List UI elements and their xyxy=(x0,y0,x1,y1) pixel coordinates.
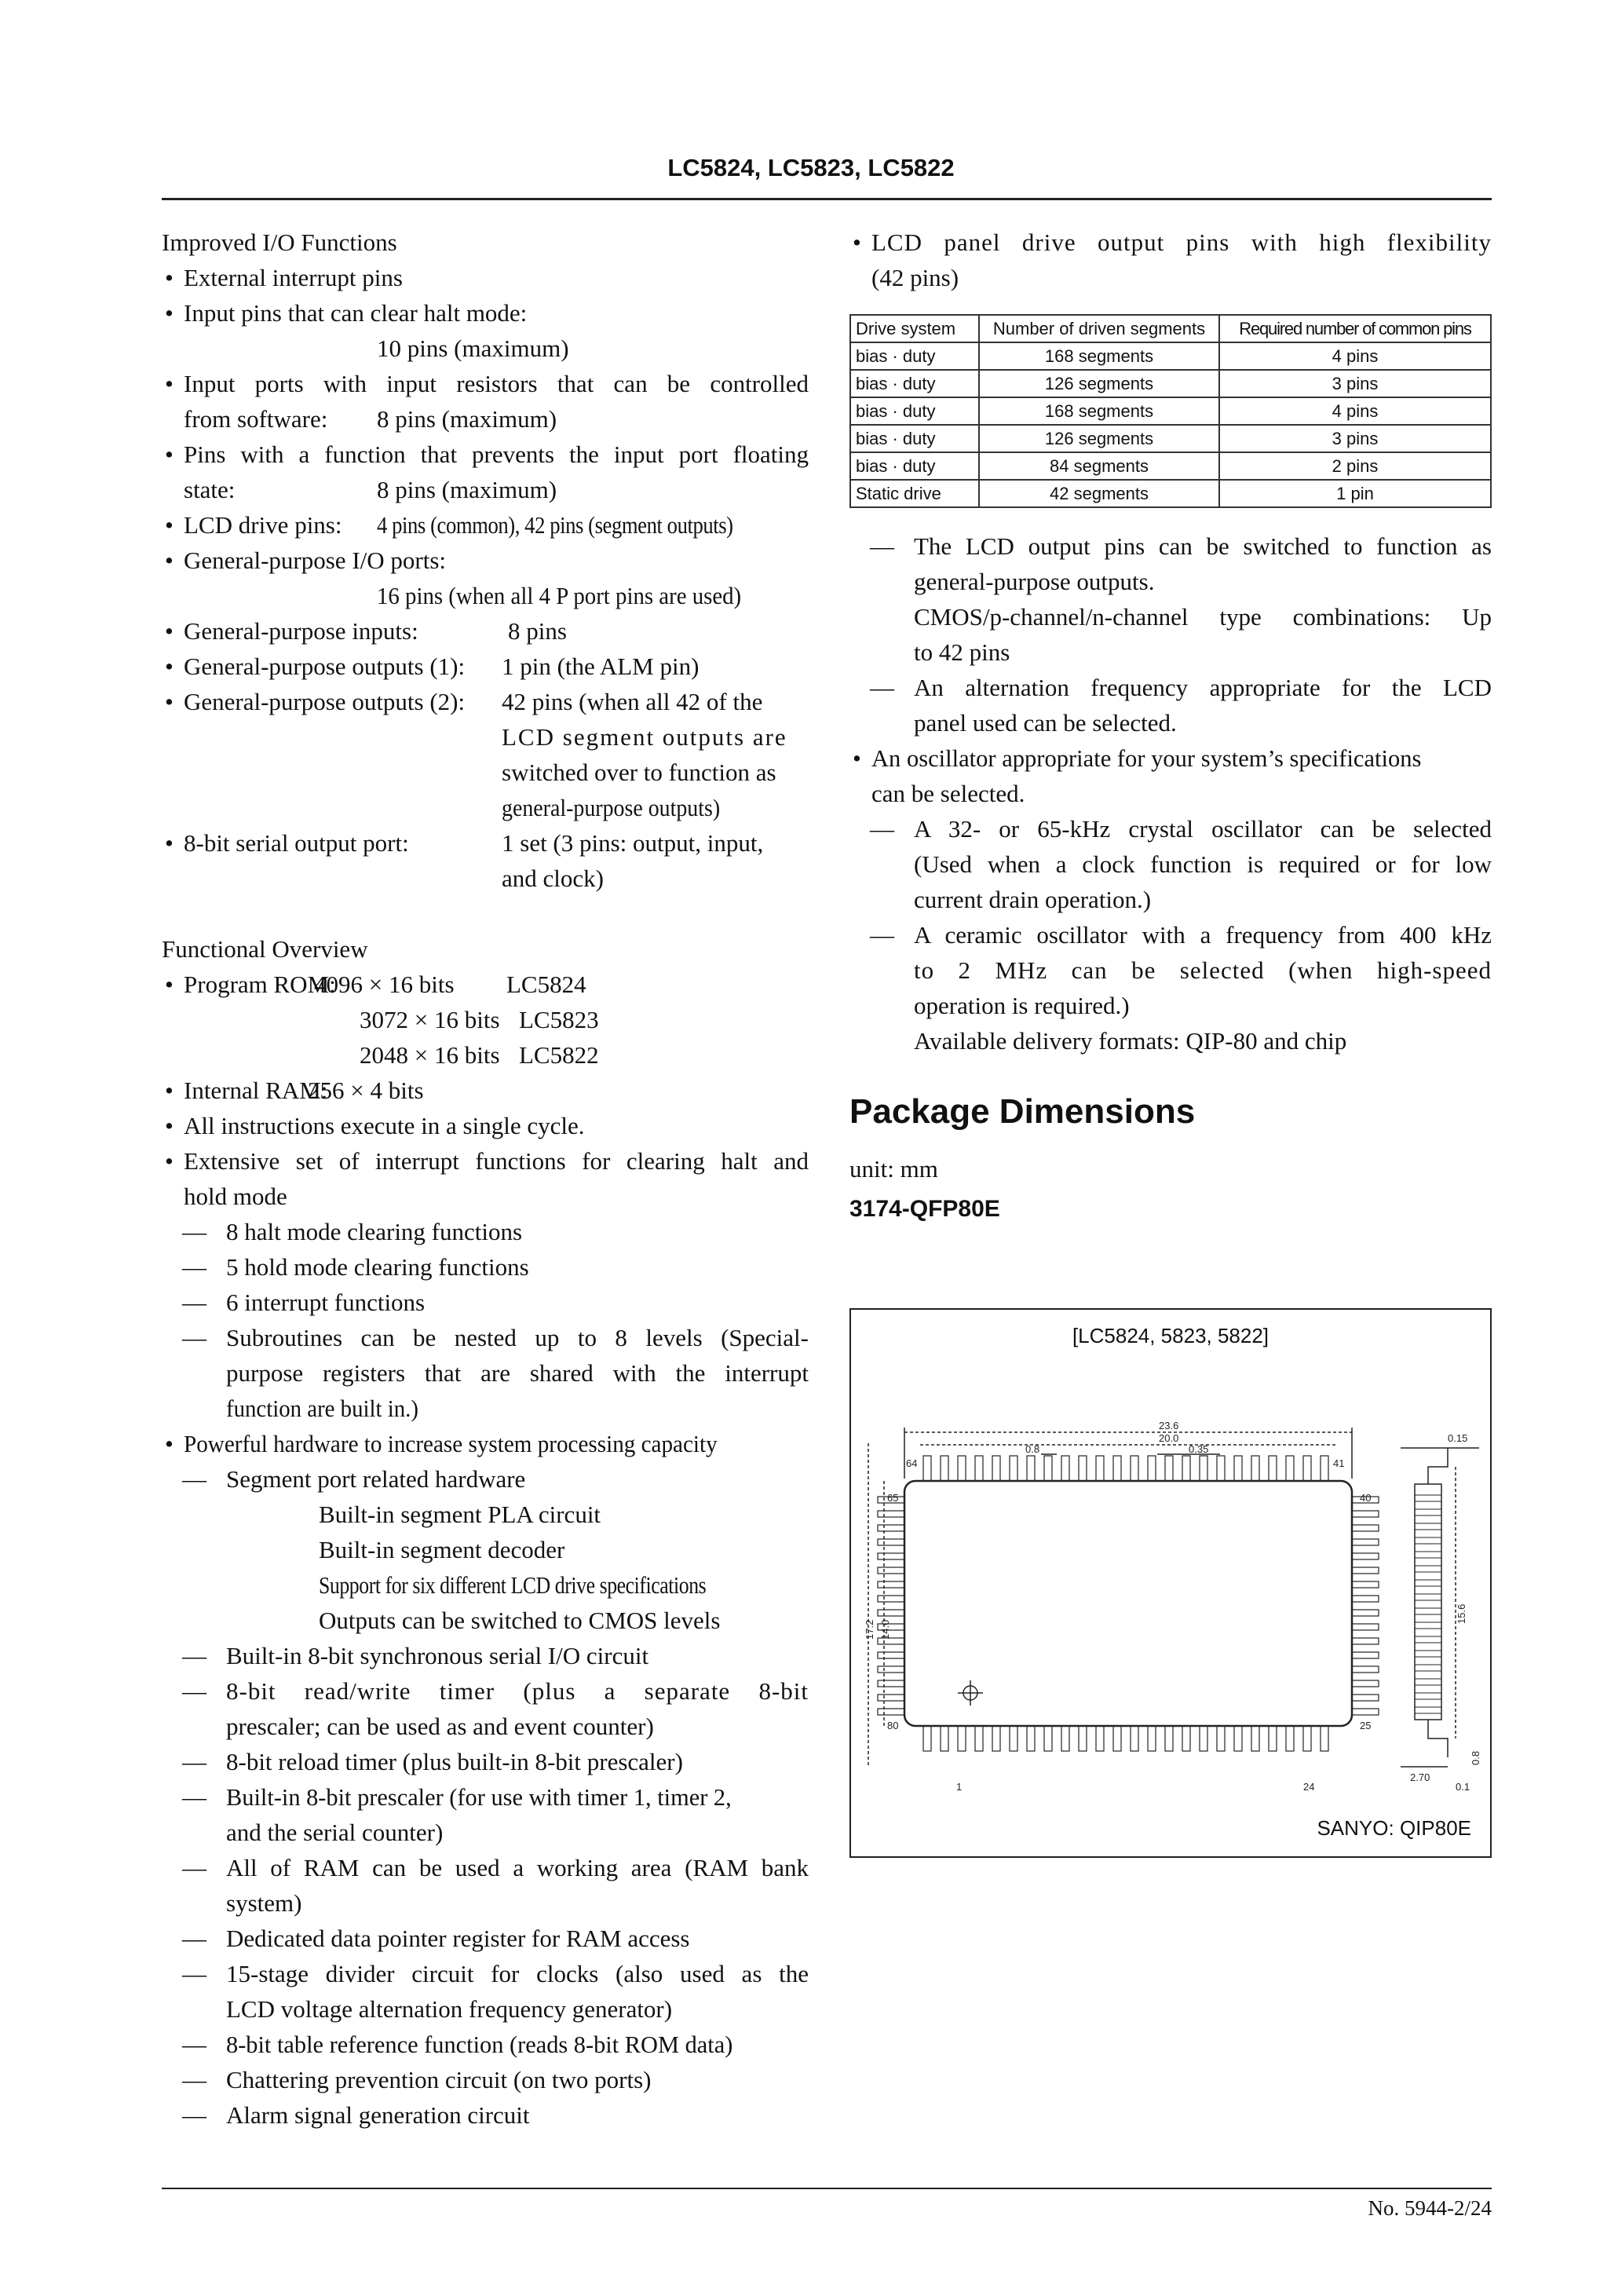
io-item-gp-inputs xyxy=(162,613,809,649)
table-cell: bias · duty xyxy=(850,452,979,480)
overview-divider: — 15-stage divider circuit for clocks (also used as the xyxy=(162,1956,809,1991)
pin-lead xyxy=(975,1456,983,1481)
table-header-cell: Required number of common pins xyxy=(1219,315,1491,342)
pin-lead xyxy=(1044,1456,1052,1481)
overview-subroutine-line: purpose registers that are shared with the interrupt xyxy=(226,1359,809,1387)
io-item-halt-clear: • Input pins that can clear halt mode: xyxy=(162,295,809,331)
overview-serial-io: — Built-in 8-bit synchronous serial I/O circuit xyxy=(162,1638,809,1673)
overview-segment-item-text: Support for six different LCD drive specifications xyxy=(319,1571,707,1599)
overview-divider-line: LCD voltage alternation frequency generator) xyxy=(226,1995,673,2023)
pin-lead xyxy=(1352,1511,1379,1517)
overview-interrupts: — 6 interrupt functions xyxy=(162,1285,809,1320)
figure-title: [LC5824, 5823, 5822] xyxy=(1072,1324,1269,1347)
pin-lead xyxy=(878,1709,904,1715)
pin-lead xyxy=(1027,1726,1035,1751)
pin-lead xyxy=(878,1567,904,1574)
table-cell: 2 pins xyxy=(1219,452,1491,480)
table-row xyxy=(850,425,1491,452)
io-gp-out1-value: 1 pin (the ALM pin) xyxy=(502,653,700,680)
side-rib xyxy=(1415,1537,1441,1544)
io-gp-out2-line: 42 pins (when all 42 of the xyxy=(502,688,763,715)
lcd-crystal: — A 32- or 65-kHz crystal oscillator can be selected xyxy=(849,811,1492,846)
lcd-switch: — The LCD output pins can be switched to function as xyxy=(849,528,1492,564)
pin-lead xyxy=(975,1726,983,1751)
left-column xyxy=(162,225,809,2133)
pin-lead xyxy=(878,1666,904,1673)
overview-table-ref-text: 8-bit table reference function (reads 8-bit ROM data) xyxy=(226,2031,733,2058)
package-code: 3174-QFP80E xyxy=(849,1196,1000,1222)
io-gp-out2-line: switched over to function as xyxy=(502,759,776,786)
side-rib xyxy=(1415,1665,1441,1671)
io-gp-out2-line-text: general-purpose outputs) xyxy=(502,794,721,821)
overview-prescaler-text: Built-in 8-bit prescaler (for use with timer 1, timer 2, xyxy=(226,1783,732,1811)
overview-subroutine-line-text: function are built in.) xyxy=(226,1395,418,1422)
side-rib xyxy=(1415,1693,1441,1699)
pin-lead xyxy=(1061,1456,1069,1481)
pin-lead xyxy=(1352,1666,1379,1673)
lcd-ceramic: — A ceramic oscillator with a frequency from 400 kHz xyxy=(849,917,1492,952)
io-gp-out2-line: LCD segment outputs are xyxy=(502,723,787,751)
table-cell: 168 segments xyxy=(979,342,1219,370)
side-rib xyxy=(1415,1523,1441,1530)
pin-lead xyxy=(1079,1726,1087,1751)
overview-reload-timer: — 8-bit reload timer (plus built-in 8-bit prescaler) xyxy=(162,1744,809,1779)
table-cell: 1 pin xyxy=(1219,480,1491,507)
io-gpio-value xyxy=(162,578,809,613)
table-cell: bias · duty xyxy=(850,397,979,425)
io-item-gp-out2 xyxy=(162,684,809,719)
table-cell: bias · duty xyxy=(850,342,979,370)
table-cell: 126 segments xyxy=(979,370,1219,397)
overview-single-cycle: • All instructions execute in a single cycle. xyxy=(162,1108,809,1143)
side-rib xyxy=(1415,1636,1441,1643)
dim-top-inner: 20.0 xyxy=(1159,1432,1179,1444)
pin-lead xyxy=(1251,1726,1259,1751)
table-row xyxy=(850,370,1491,397)
side-rib xyxy=(1415,1622,1441,1629)
side-view xyxy=(1401,1448,1479,1767)
overview-rom-part: LC5822 xyxy=(519,1041,599,1069)
pin-lead xyxy=(1286,1726,1294,1751)
overview-rom-row xyxy=(162,1037,809,1073)
top-pins xyxy=(923,1456,1328,1481)
figure-footer: SANYO: QIP80E xyxy=(1317,1816,1471,1840)
dim-top-outer: 23.6 xyxy=(1159,1420,1179,1431)
overview-rw-timer-line: prescaler; can be used as and event counter) xyxy=(226,1713,654,1740)
pin-lead xyxy=(1079,1456,1087,1481)
overview-segment-item: Built-in segment decoder xyxy=(319,1536,565,1563)
io-item-lcd-drive xyxy=(162,507,809,543)
overview-ram-bank: — All of RAM can be used a working area (RAM bank xyxy=(162,1850,809,1885)
dim-pitch: 0.8 xyxy=(1025,1443,1040,1455)
io-floating-label: state: xyxy=(184,476,236,503)
pin-lead xyxy=(1269,1456,1277,1481)
table-cell: bias · duty xyxy=(850,370,979,397)
overview-subroutine-line xyxy=(162,1391,809,1426)
table-header-row xyxy=(850,315,1491,342)
overview-subroutine: — Subroutines can be nested up to 8 levels (Special- xyxy=(162,1320,809,1355)
right-column xyxy=(849,225,1492,1227)
overview-rom-label: Program ROM: xyxy=(184,971,336,998)
document-header: LC5824, LC5823, LC5822 xyxy=(667,154,955,181)
right-pins xyxy=(1352,1497,1379,1715)
dim-lead-width: 0.35 xyxy=(1189,1443,1209,1455)
pin-lead xyxy=(1148,1456,1156,1481)
overview-rom-row xyxy=(162,967,809,1002)
pin-lead xyxy=(923,1456,931,1481)
pin-lead xyxy=(1303,1726,1311,1751)
side-rib xyxy=(1415,1566,1441,1572)
pin-lead xyxy=(1096,1726,1104,1751)
pin-lead xyxy=(878,1610,904,1616)
pin-lead xyxy=(1321,1456,1328,1481)
pin-lead xyxy=(878,1695,904,1701)
pin-lead xyxy=(1131,1456,1138,1481)
overview-ram-label: Internal RAM: xyxy=(184,1077,328,1104)
overview-hold-clear: — 5 hold mode clearing functions xyxy=(162,1249,809,1285)
table-cell: Static drive xyxy=(850,480,979,507)
table-row xyxy=(850,397,1491,425)
table-row xyxy=(850,452,1491,480)
dim-right-height: 15.6 xyxy=(1456,1603,1467,1624)
table-cell: bias · duty xyxy=(850,425,979,452)
io-floating-line2 xyxy=(162,472,809,507)
pin-lead xyxy=(1303,1456,1311,1481)
overview-rw-timer: — 8-bit read/write timer (plus a separate 8-bit xyxy=(162,1673,809,1709)
io-gpio-value-text: 16 pins (when all 4 P port pins are used) xyxy=(377,582,742,609)
io-gp-inputs-label: General-purpose inputs: xyxy=(184,617,418,645)
io-input-resistor-label: from software: xyxy=(184,405,328,433)
table-row xyxy=(850,480,1491,507)
lcd-bullet-line2: (42 pins) xyxy=(871,264,959,291)
side-rib xyxy=(1415,1679,1441,1685)
io-item-external-interrupt: • External interrupt pins xyxy=(162,260,809,295)
lcd-alternation-line: panel used can be selected. xyxy=(914,709,1177,737)
overview-rom-part: LC5823 xyxy=(519,1006,599,1033)
overview-ram-bank-line: system) xyxy=(226,1889,302,1917)
pin-lead xyxy=(878,1511,904,1517)
side-rib xyxy=(1415,1594,1441,1600)
io-halt-clear-value: 10 pins (maximum) xyxy=(377,335,569,362)
pin-lead xyxy=(1352,1638,1379,1644)
table-cell: 168 segments xyxy=(979,397,1219,425)
pin-lead xyxy=(878,1680,904,1687)
io-serial-line: and clock) xyxy=(502,865,604,892)
table-row xyxy=(850,342,1491,370)
lcd-crystal-line: current drain operation.) xyxy=(914,886,1152,913)
io-input-resistor-line2 xyxy=(162,401,809,437)
package-drawing xyxy=(851,1310,1490,1856)
overview-prescaler xyxy=(162,1779,809,1815)
dim-height: 2.70 xyxy=(1410,1771,1430,1783)
overview-segment-item xyxy=(162,1567,809,1603)
side-rib xyxy=(1415,1552,1441,1558)
pin-lead xyxy=(1352,1709,1379,1715)
io-gp-out2-label: General-purpose outputs (2): xyxy=(184,688,466,715)
side-rib xyxy=(1415,1608,1441,1614)
io-serial-line: 1 set (3 pins: output, input, xyxy=(502,829,764,857)
pin-label: 25 xyxy=(1360,1720,1372,1731)
pin-lead xyxy=(1352,1680,1379,1687)
side-lead-bottom xyxy=(1428,1720,1448,1757)
pin-lead xyxy=(1182,1456,1190,1481)
overview-table-ref xyxy=(162,2027,809,2062)
lcd-oscillator-line: can be selected. xyxy=(871,780,1025,807)
pin-lead xyxy=(878,1525,904,1531)
pin-lead xyxy=(1352,1652,1379,1658)
io-item-gpio: • General-purpose I/O ports: xyxy=(162,543,809,578)
pin-lead xyxy=(878,1596,904,1602)
overview-hardware-text: Powerful hardware to increase system processing capacity xyxy=(184,1430,718,1457)
dim-lead-thickness: 0.15 xyxy=(1448,1432,1468,1444)
pin-lead xyxy=(1352,1581,1379,1588)
pin-lead xyxy=(1251,1456,1259,1481)
lcd-oscillator xyxy=(849,740,1492,776)
io-lcd-drive-label: LCD drive pins: xyxy=(184,511,342,539)
pin-lead xyxy=(1234,1456,1242,1481)
lcd-alternation: — An alternation frequency appropriate for the LCD xyxy=(849,670,1492,705)
table-cell: 126 segments xyxy=(979,425,1219,452)
overview-rom-size: 3072 × 16 bits xyxy=(360,1006,500,1033)
overview-hardware xyxy=(162,1426,809,1461)
overview-interrupt-line2: hold mode xyxy=(184,1183,287,1210)
io-item-input-resistor: • Input ports with input resistors that can be controlled xyxy=(162,366,809,401)
overview-rom-part: LC5824 xyxy=(506,971,586,998)
lcd-switch-line: CMOS/p-channel/n-channel type combinations: Up xyxy=(914,603,1492,631)
side-rib xyxy=(1415,1509,1441,1515)
table-cell: 4 pins xyxy=(1219,397,1491,425)
side-rib xyxy=(1415,1707,1441,1713)
pin-lead xyxy=(1010,1726,1017,1751)
io-gp-out2-line xyxy=(162,790,809,825)
pin-label: 40 xyxy=(1360,1492,1372,1504)
lcd-oscillator-text: An oscillator appropriate for your system’s specifications xyxy=(871,744,1422,772)
side-lead-top xyxy=(1428,1448,1448,1484)
pin-lead xyxy=(958,1726,966,1751)
pin-lead xyxy=(1165,1456,1173,1481)
overview-rom-size: 4096 × 16 bits xyxy=(314,971,455,998)
pin-lead xyxy=(1321,1726,1328,1751)
pin-lead xyxy=(1352,1596,1379,1602)
pin-lead xyxy=(1113,1456,1121,1481)
io-gp-inputs-value: 8 pins xyxy=(508,617,567,645)
pin-lead xyxy=(992,1726,1000,1751)
overview-segment-item: Built-in segment PLA circuit xyxy=(319,1501,601,1528)
pin-lead xyxy=(1269,1726,1277,1751)
dim-lead-length: 0.8 xyxy=(1470,1750,1481,1765)
pin-lead xyxy=(1061,1726,1069,1751)
table-cell: 3 pins xyxy=(1219,425,1491,452)
table-cell: 84 segments xyxy=(979,452,1219,480)
io-input-resistor-value: 8 pins (maximum) xyxy=(377,405,557,433)
lcd-ceramic-line: operation is required.) xyxy=(914,992,1130,1019)
pin-lead xyxy=(1010,1456,1017,1481)
pin-lead xyxy=(941,1726,948,1751)
overview-prescaler-line: and the serial counter) xyxy=(226,1819,444,1846)
io-lcd-drive-value: 4 pins (common), 42 pins (segment outputs) xyxy=(377,511,733,539)
pin-lead xyxy=(958,1456,966,1481)
pin-lead xyxy=(1352,1539,1379,1545)
io-item-floating: • Pins with a function that prevents the input port floating xyxy=(162,437,809,472)
package-figure xyxy=(849,1308,1492,1858)
package-unit: unit: mm xyxy=(849,1155,938,1183)
pin-lead xyxy=(1113,1726,1121,1751)
package-heading: Package Dimensions xyxy=(849,1092,1196,1131)
pin-label: 64 xyxy=(906,1457,918,1469)
io-floating-value: 8 pins (maximum) xyxy=(377,476,557,503)
pin-lead xyxy=(1352,1525,1379,1531)
pin-lead xyxy=(1200,1726,1207,1751)
pin-lead xyxy=(941,1456,948,1481)
pin-label: 24 xyxy=(1303,1781,1315,1793)
pin-label: 41 xyxy=(1333,1457,1345,1469)
side-rib xyxy=(1415,1651,1441,1657)
pin-lead xyxy=(1148,1726,1156,1751)
pin-lead xyxy=(923,1726,931,1751)
lcd-drive-table xyxy=(849,314,1492,508)
pin-lead xyxy=(1352,1624,1379,1630)
pin-lead xyxy=(1352,1610,1379,1616)
pin-lead xyxy=(1234,1726,1242,1751)
pin-label: 80 xyxy=(887,1720,899,1731)
side-rib xyxy=(1415,1580,1441,1586)
pin-lead xyxy=(1165,1726,1173,1751)
table-header-cell: Number of driven segments xyxy=(979,315,1219,342)
overview-chattering: — Chattering prevention circuit (on two ports) xyxy=(162,2062,809,2097)
package-body xyxy=(904,1481,1352,1726)
pin-lead xyxy=(1044,1726,1052,1751)
side-ribs xyxy=(1415,1495,1441,1713)
left-pins xyxy=(878,1497,904,1715)
bottom-pins xyxy=(923,1726,1328,1751)
pin-lead xyxy=(1217,1456,1225,1481)
pin-lead xyxy=(992,1456,1000,1481)
pin-lead xyxy=(1096,1456,1104,1481)
pin-lead xyxy=(1352,1695,1379,1701)
header-rule xyxy=(162,198,1492,200)
overview-segment-port: — Segment port related hardware xyxy=(162,1461,809,1497)
pin-label: 65 xyxy=(887,1492,899,1504)
pin-lead xyxy=(1182,1726,1190,1751)
io-item-serial xyxy=(162,825,809,861)
pin-lead xyxy=(878,1581,904,1588)
lcd-switch-line: to 42 pins xyxy=(914,638,1010,666)
overview-rom-size: 2048 × 16 bits xyxy=(360,1041,500,1069)
pin-lead xyxy=(1027,1456,1035,1481)
lcd-ceramic-line: to 2 MHz can be selected (when high-speed xyxy=(914,956,1492,984)
table-header-cell: Drive system xyxy=(850,315,979,342)
io-serial-label: 8-bit serial output port: xyxy=(184,829,409,857)
pin-lead xyxy=(878,1553,904,1559)
lcd-ceramic-line: Available delivery formats: QIP-80 and chip xyxy=(914,1027,1347,1055)
overview-halt-clear: — 8 halt mode clearing functions xyxy=(162,1214,809,1249)
side-body xyxy=(1415,1484,1441,1720)
table-cell: 3 pins xyxy=(1219,370,1491,397)
overview-rom-row xyxy=(162,1002,809,1037)
lcd-bullet: • LCD panel drive output pins with high flexibility xyxy=(849,225,1492,260)
dim-side-inner: 14.0 xyxy=(879,1619,891,1640)
dim-standoff: 0.1 xyxy=(1456,1781,1470,1793)
side-rib xyxy=(1415,1495,1441,1501)
io-item-gp-out1 xyxy=(162,649,809,684)
lcd-crystal-line: (Used when a clock function is required or for low xyxy=(914,850,1492,878)
table-cell: 42 segments xyxy=(979,480,1219,507)
overview-interrupt: • Extensive set of interrupt functions for clearing halt and xyxy=(162,1143,809,1179)
page-number: No. 5944-2/24 xyxy=(1368,2196,1492,2220)
table-cell: 4 pins xyxy=(1219,342,1491,370)
io-heading: Improved I/O Functions xyxy=(162,229,397,256)
pin-lead xyxy=(1217,1726,1225,1751)
pin-lead xyxy=(878,1652,904,1658)
io-gp-out1-label: General-purpose outputs (1): xyxy=(184,653,466,680)
overview-ram xyxy=(162,1073,809,1108)
footer-rule xyxy=(162,2188,1492,2189)
pin-lead xyxy=(1352,1567,1379,1574)
pin-lead xyxy=(1131,1726,1138,1751)
pin-lead xyxy=(878,1539,904,1545)
pin-lead xyxy=(1200,1456,1207,1481)
overview-data-pointer: — Dedicated data pointer register for RAM access xyxy=(162,1921,809,1956)
pin-label: 1 xyxy=(956,1781,963,1793)
overview-alarm: — Alarm signal generation circuit xyxy=(162,2097,809,2133)
overview-ram-value: 256 × 4 bits xyxy=(308,1077,424,1104)
dim-side-outer: 17.2 xyxy=(864,1619,875,1640)
lcd-switch-line: general-purpose outputs. xyxy=(914,568,1155,595)
pin-lead xyxy=(1352,1553,1379,1559)
pin-lead xyxy=(1286,1456,1294,1481)
overview-heading: Functional Overview xyxy=(162,935,368,963)
overview-segment-item: Outputs can be switched to CMOS levels xyxy=(319,1607,721,1634)
